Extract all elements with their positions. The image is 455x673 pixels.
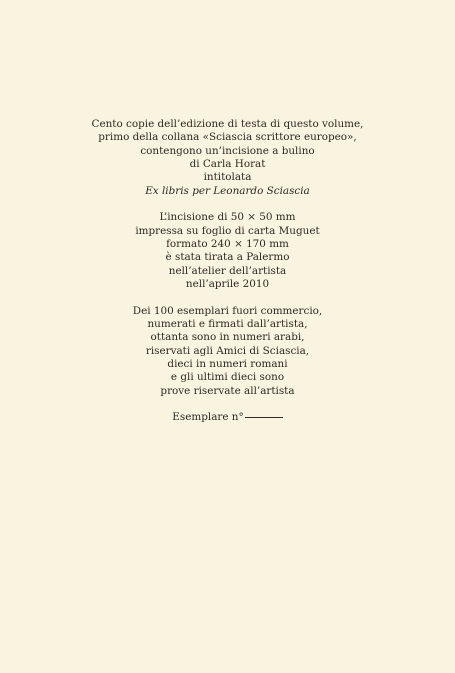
paper-line: impressa su foglio di carta Muguet [135,224,320,237]
copies-details [0,305,455,398]
series-line: primo della collana «Sciascia scrittore europeo», [98,131,357,144]
artist-proofs-line: prove riservate all’artista [160,384,295,397]
colophon-text [0,118,455,424]
print-details [0,211,455,291]
artist-line: di Carla Horat [189,158,266,171]
atelier-line: nell’atelier dell’artista [168,264,287,277]
friends-line: riservati agli Amici di Sciascia, [145,344,310,357]
engraving-title: Ex libris per Leonardo Sciascia [145,184,310,197]
last-ten-line: e gli ultimi dieci sono [170,371,285,384]
signed-line: numerati e firmati dall’artista, [147,317,308,330]
exemplar-label: Esemplare n° [172,411,244,424]
arabic-numbers-line: ottanta sono in numeri arabi, [150,331,305,344]
exemplar-number-blank [245,417,283,418]
edition-line: Cento copie dell’edizione di testa di questo volume, [91,118,364,130]
exemplar-number-line [0,411,455,424]
engraving-size: L’incisione di 50 × 50 mm [159,211,296,224]
roman-numbers-line: dieci in numeri romani [167,357,288,370]
date-line: nell’aprile 2010 [185,277,270,290]
edition-description [0,118,455,198]
engraving-line: contengono un’incisione a bulino [140,144,315,157]
format-line: formato 240 × 170 mm [166,237,289,250]
titled-line: intitolata [203,171,252,184]
copies-count: Dei 100 esemplari fuori commercio, [132,304,323,317]
printed-location: è stata tirata a Palermo [165,251,290,264]
